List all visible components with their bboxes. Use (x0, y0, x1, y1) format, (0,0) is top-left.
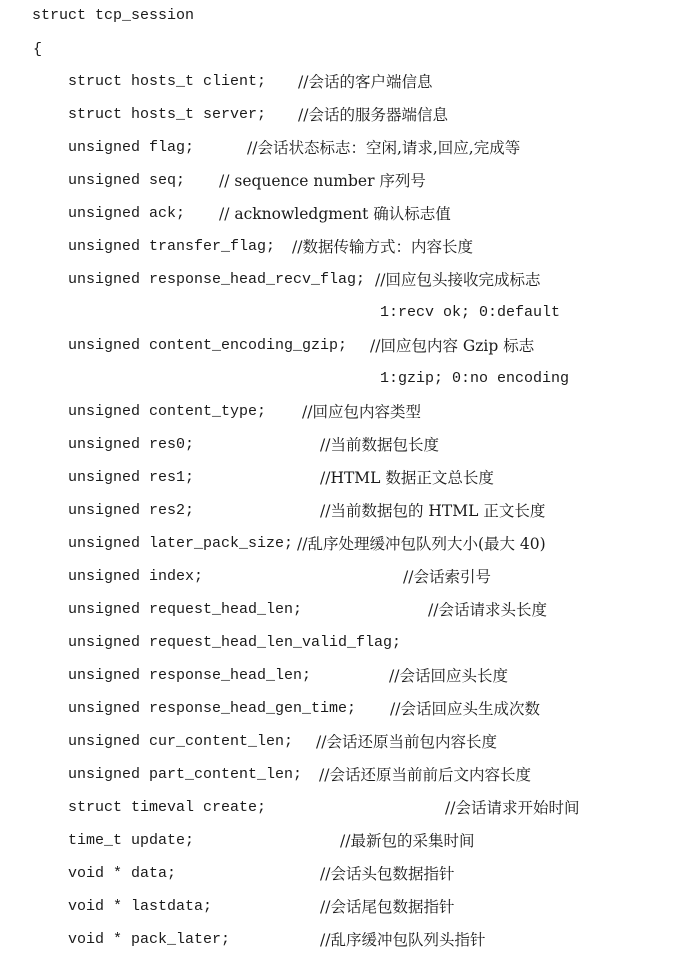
field-decl: unsigned response_head_recv_flag; (68, 271, 366, 288)
field-comment: //当前数据包的 HTML 正文长度 (320, 502, 546, 520)
field-decl: void * lastdata; (68, 898, 213, 915)
field-comment: //当前数据包长度 (320, 436, 439, 454)
field-comment: //会话回应头长度 (389, 667, 508, 685)
field-comment: //乱序处理缓冲包队列大小(最大 40) (297, 535, 546, 553)
field-decl: struct timeval create; (68, 799, 267, 816)
field-comment: //最新包的采集时间 (340, 832, 475, 850)
field-decl: unsigned part_content_len; (68, 766, 303, 783)
field-decl: void * pack_later; (68, 931, 231, 948)
field-comment: //数据传输方式：内容长度 (292, 238, 473, 256)
field-comment: //会话请求开始时间 (445, 799, 580, 817)
field-decl: unsigned request_head_len_valid_flag; (68, 634, 402, 651)
field-decl: unsigned flag; (68, 139, 195, 156)
field-comment: //会话尾包数据指针 (320, 898, 455, 916)
field-decl: unsigned response_head_len; (68, 667, 312, 684)
field-comment: //会话索引号 (403, 568, 491, 586)
field-decl: unsigned cur_content_len; (68, 733, 294, 750)
field-comment-continuation: 1:gzip; 0:no encoding (380, 370, 570, 387)
field-decl: unsigned transfer_flag; (68, 238, 276, 255)
field-comment: //会话请求头长度 (428, 601, 547, 619)
field-comment: //回应包内容 Gzip 标志 (370, 337, 535, 355)
field-comment: //会话的服务器端信息 (298, 106, 448, 124)
field-comment: // sequence number 序列号 (219, 172, 426, 190)
field-decl: unsigned later_pack_size; (68, 535, 294, 552)
field-decl: unsigned res2; (68, 502, 195, 519)
field-comment: //回应包内容类型 (302, 403, 421, 421)
field-comment: //会话的客户端信息 (298, 73, 433, 91)
field-decl: unsigned content_encoding_gzip; (68, 337, 348, 354)
field-decl: unsigned ack; (68, 205, 186, 222)
field-decl: unsigned res1; (68, 469, 195, 486)
field-comment: // acknowledgment 确认标志值 (219, 205, 451, 223)
field-decl: unsigned seq; (68, 172, 186, 189)
field-comment-continuation: 1:recv ok; 0:default (380, 304, 561, 321)
field-decl: struct hosts_t client; (68, 73, 267, 90)
field-comment: //回应包头接收完成标志 (375, 271, 541, 289)
field-decl: time_t update; (68, 832, 195, 849)
field-decl: unsigned content_type; (68, 403, 267, 420)
struct-header: struct tcp_session (32, 7, 195, 24)
field-decl: unsigned response_head_gen_time; (68, 700, 357, 717)
field-decl: unsigned index; (68, 568, 204, 585)
field-comment: //会话头包数据指针 (320, 865, 455, 883)
field-comment: //会话状态标志：空闲,请求,回应,完成等 (247, 139, 521, 157)
field-comment: //会话回应头生成次数 (390, 700, 540, 718)
open-brace: { (33, 41, 43, 58)
field-decl: unsigned res0; (68, 436, 195, 453)
field-comment: //HTML 数据正文总长度 (320, 469, 494, 487)
field-comment: //会话还原当前前后文内容长度 (319, 766, 531, 784)
field-decl: void * data; (68, 865, 177, 882)
field-decl: struct hosts_t server; (68, 106, 267, 123)
field-decl: unsigned request_head_len; (68, 601, 303, 618)
field-comment: //会话还原当前包内容长度 (316, 733, 497, 751)
field-comment: //乱序缓冲包队列头指针 (320, 931, 486, 949)
